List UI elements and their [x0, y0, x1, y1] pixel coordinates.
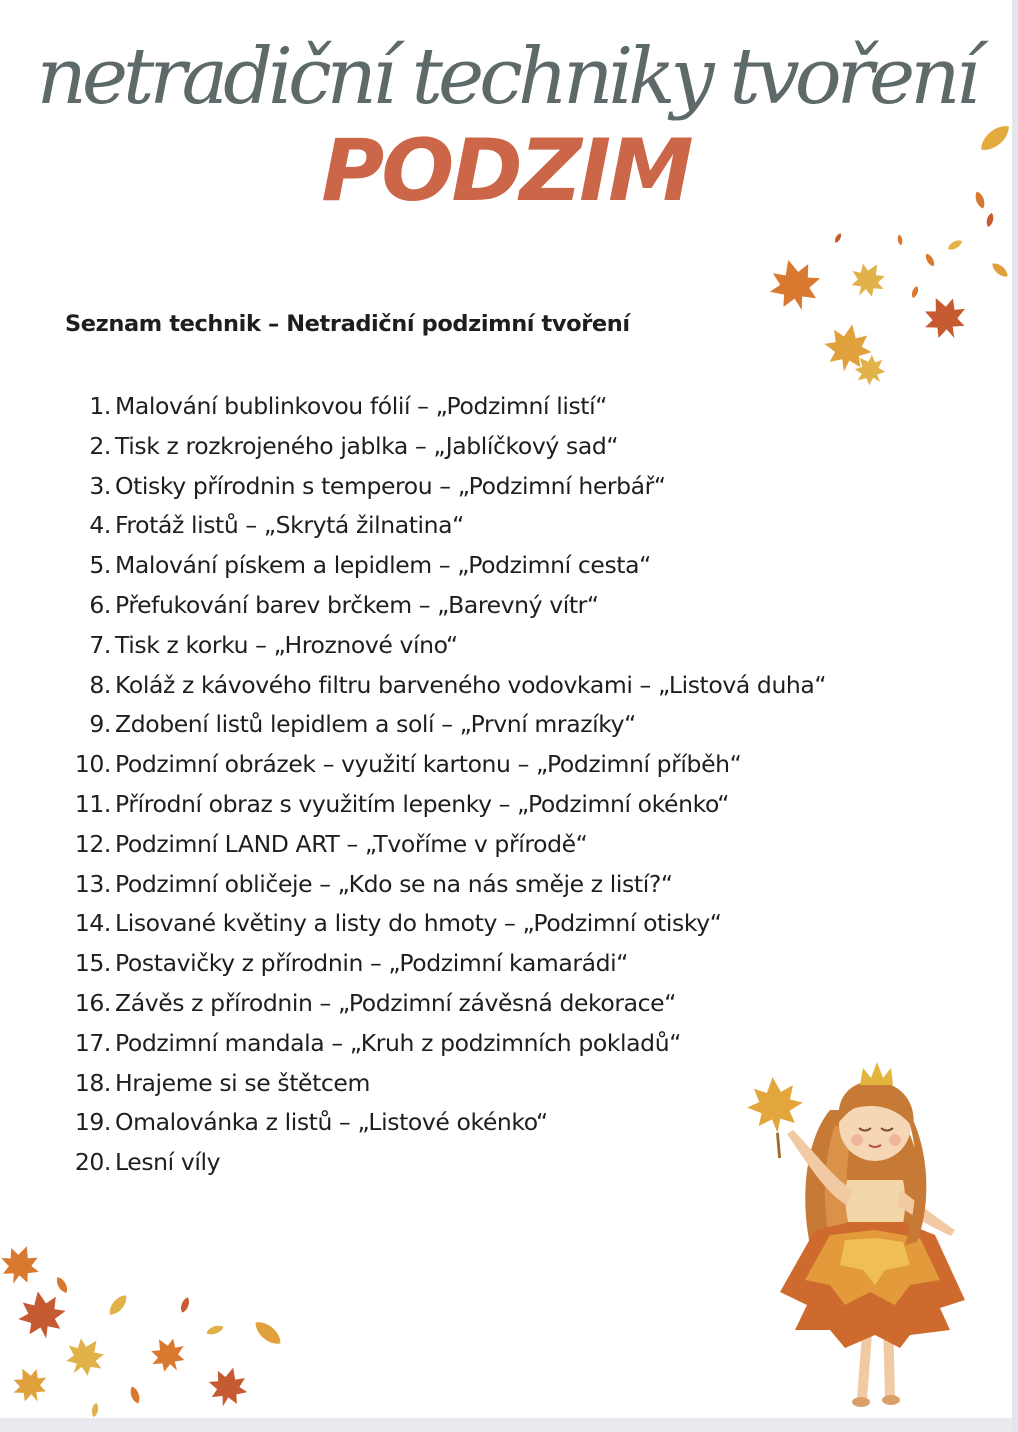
maple-leaf-icon — [6, 1361, 54, 1409]
maple-leaf-icon — [0, 1239, 46, 1290]
item-number: 11. — [74, 789, 111, 818]
item-text: Postavičky z přírodnin – „Podzimní kamarádi“ — [115, 949, 629, 978]
item-number: 2. — [89, 431, 111, 460]
leaf-icon — [54, 1275, 69, 1294]
leaf-icon — [946, 238, 963, 252]
script-title: netradiční techniky tvoření — [36, 32, 976, 122]
item-number: 8. — [89, 670, 111, 699]
item-number: 19. — [74, 1108, 111, 1137]
item-text: Omalovánka z listů – „Listové okénko“ — [115, 1108, 548, 1137]
item-text: Tisk z korku – „Hroznové víno“ — [115, 630, 458, 659]
item-number: 20. — [74, 1148, 111, 1177]
item-text: Zdobení listů lepidlem a solí – „První mrazíky“ — [115, 710, 636, 739]
item-number: 7. — [89, 630, 111, 659]
item-number: 13. — [74, 869, 111, 898]
maple-leaf-icon — [916, 289, 974, 347]
maple-leaf-icon — [204, 1363, 253, 1412]
item-text: Přefukování barev brčkem – „Barevný vítr“ — [115, 590, 599, 619]
item-text: Závěs z přírodnin – „Podzimní závěsná dekorace“ — [115, 988, 677, 1017]
item-number: 14. — [74, 909, 111, 938]
item-text: Malování pískem a lepidlem – „Podzimní cesta“ — [115, 551, 651, 580]
main-title: PODZIM — [321, 121, 691, 221]
maple-leaf-icon — [763, 253, 827, 317]
item-number: 1. — [89, 392, 111, 420]
item-number: 12. — [74, 829, 111, 858]
item-number: 9. — [89, 710, 111, 739]
item-text: Podzimní obličeje – „Kdo se na nás směje z listí?“ — [115, 869, 673, 898]
leaf-icon — [179, 1296, 191, 1314]
leaf-fairy-illustration — [735, 1030, 1012, 1418]
leaf-icon — [990, 260, 1010, 279]
leaf-icon — [833, 232, 842, 244]
leaf-icon — [985, 212, 995, 227]
item-number: 10. — [74, 750, 111, 779]
item-text: Podzimní LAND ART – „Tvoříme v přírodě“ — [115, 829, 588, 858]
maple-leaf-icon — [843, 255, 892, 304]
item-number: 16. — [74, 988, 111, 1017]
maple-leaf-icon — [143, 1330, 192, 1379]
item-text: Koláž z kávového filtru barveného vodovkami – „Listová duha“ — [115, 670, 827, 699]
item-text: Frotáž listů – „Skrytá žilnatina“ — [115, 511, 464, 540]
item-text: Malování bublinkovou fólií – „Podzimní listí“ — [115, 392, 608, 420]
item-text: Podzimní obrázek – využití kartonu – „Podzimní příběh“ — [115, 750, 742, 779]
item-number: 17. — [74, 1028, 111, 1057]
item-number: 5. — [89, 551, 111, 580]
leaf-icon — [924, 252, 936, 267]
item-text: Podzimní mandala – „Kruh z podzimních pokladů“ — [115, 1028, 681, 1057]
item-text: Hrajeme si se štětcem — [115, 1068, 370, 1097]
leaf-icon — [106, 1292, 130, 1318]
leaf-icon — [205, 1323, 224, 1336]
maple-leaf-icon — [57, 1329, 113, 1385]
list-heading: Seznam technik – Netradiční podzimní tvoření — [65, 311, 630, 337]
leaf-icon — [910, 285, 919, 299]
item-text: Lisované květiny a listy do hmoty – „Podzimní otisky“ — [115, 909, 722, 938]
leaf-icon — [897, 234, 903, 245]
leaf-icon — [251, 1317, 284, 1348]
item-number: 3. — [89, 471, 111, 500]
item-text: Tisk z rozkrojeného jablka – „Jablíčkový sad“ — [115, 431, 619, 460]
maple-leaf-icon — [14, 1287, 70, 1343]
item-number: 6. — [89, 590, 111, 619]
item-text: Otisky přírodnin s temperou – „Podzimní herbář“ — [115, 471, 666, 500]
item-number: 15. — [74, 949, 111, 978]
item-text: Přírodní obraz s využitím lepenky – „Podzimní okénko“ — [115, 789, 729, 818]
item-text: Lesní víly — [115, 1148, 221, 1177]
item-number: 18. — [74, 1068, 111, 1097]
autumn-leaves-bottom-left — [0, 1235, 300, 1418]
leaf-icon — [91, 1402, 99, 1417]
item-number: 4. — [89, 511, 111, 540]
page-edge — [1012, 0, 1018, 1432]
leaf-icon — [128, 1385, 141, 1404]
